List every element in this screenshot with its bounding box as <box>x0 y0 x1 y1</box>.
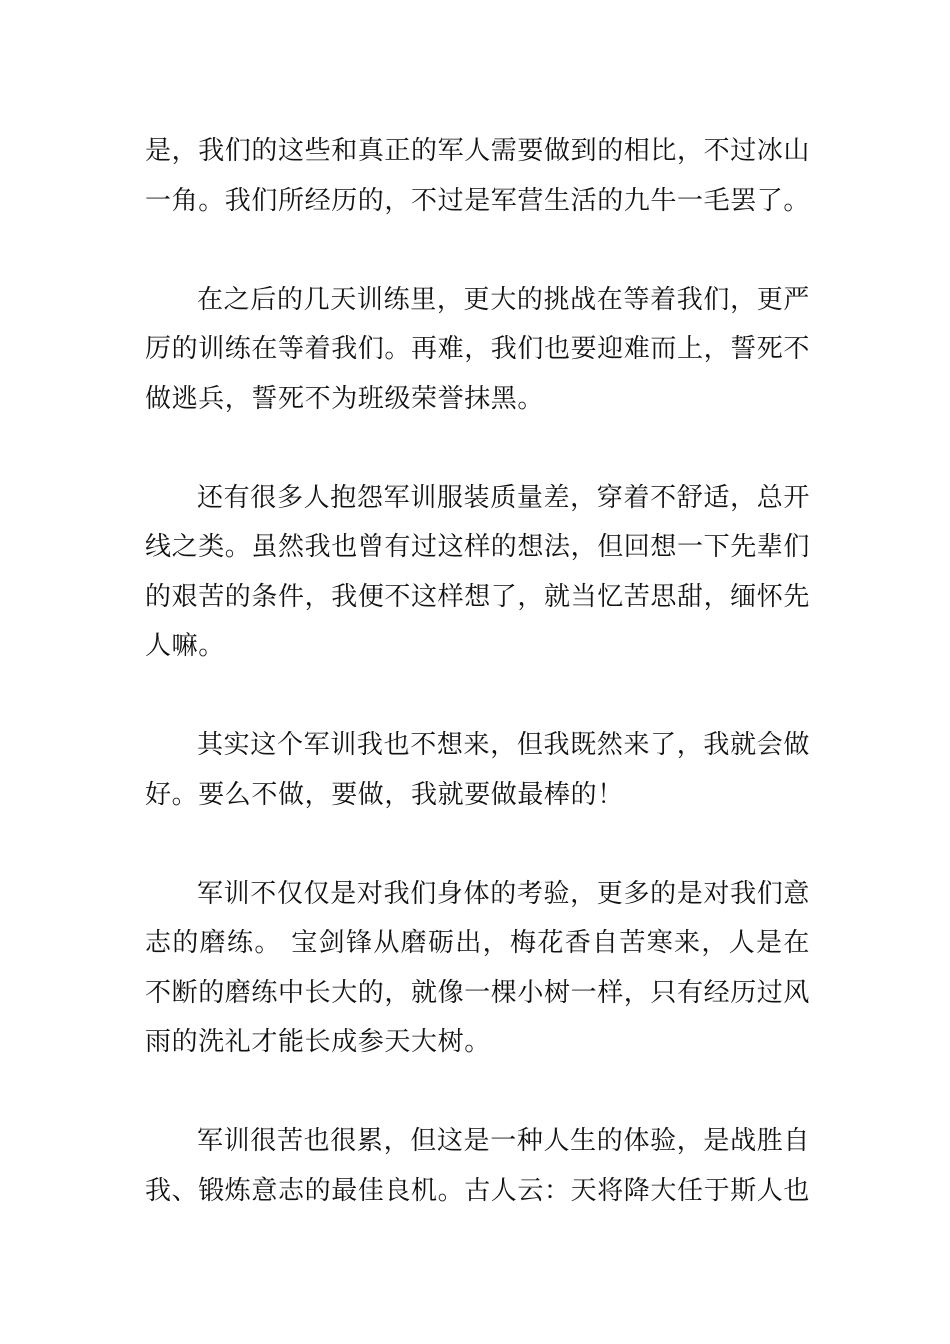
document-body <box>145 127 810 1216</box>
paragraph: 军训很苦也很累，但这是一种人生的体验，是战胜自我、锻炼意志的最佳良机。古人云：天将降大任于斯人也 <box>145 1126 811 1206</box>
paragraph: 还有很多人抱怨军训服装质量差，穿着不舒适，总开线之类。虽然我也曾有过这样的想法，但回想一下先辈们的艰苦的条件，我便不这样想了，就当忆苦思甜，缅怀先人嘛。 <box>145 482 811 661</box>
paragraph: 其实这个军训我也不想来，但我既然来了，我就会做好。要么不做，要做，我就要做最棒的！ <box>145 730 810 810</box>
paragraph-continued: 是，我们的这些和真正的军人需要做到的相比，不过冰山一角。我们所经历的，不过是军营生活的九牛一毛罢了。 <box>145 136 811 216</box>
paragraph: 军训不仅仅是对我们身体的考验，更多的是对我们意志的磨练。 宝剑锋从磨砺出，梅花香自苦寒来，人是在不断的磨练中长大的，就像一棵小树一样，只有经历过风雨的洗礼才能长成参天大树。 <box>145 878 811 1057</box>
paragraph: 在之后的几天训练里，更大的挑战在等着我们，更严厉的训练在等着我们。再难，我们也要迎难而上，誓死不做逃兵，誓死不为班级荣誉抹黑。 <box>145 284 811 414</box>
